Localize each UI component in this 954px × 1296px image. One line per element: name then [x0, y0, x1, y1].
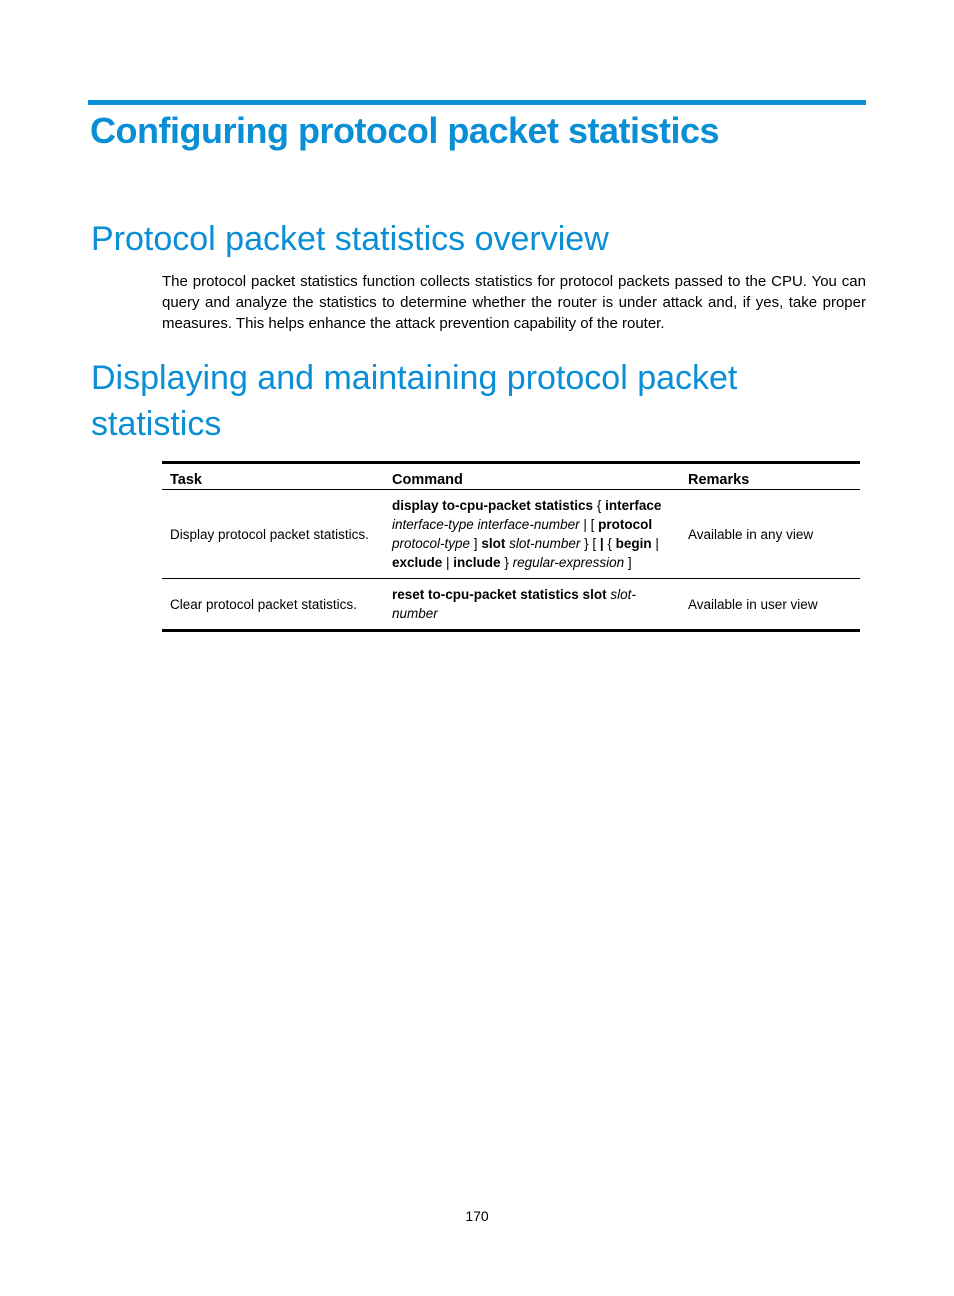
command-syntax: }: [500, 555, 513, 570]
command-keyword: begin: [615, 536, 652, 551]
command-argument: protocol-type: [392, 536, 471, 551]
command-syntax: | [: [579, 517, 599, 532]
command-keyword: |: [599, 536, 604, 551]
remarks-cell: Available in user view: [680, 579, 860, 631]
command-keyword: include: [453, 555, 501, 570]
command-syntax: {: [603, 536, 616, 551]
command-keyword: slot: [481, 536, 506, 551]
table-row: [162, 490, 860, 579]
command-syntax: |: [651, 536, 659, 551]
command-cell: [384, 579, 680, 631]
table-row: [162, 579, 860, 631]
command-keyword: protocol: [598, 517, 653, 532]
command-syntax: |: [442, 555, 454, 570]
command-syntax: {: [593, 498, 606, 513]
command-keyword: reset to-cpu-packet statistics slot: [392, 587, 607, 602]
header-remarks: Remarks: [680, 463, 860, 490]
command-syntax: } [: [580, 536, 600, 551]
task-cell: Clear protocol packet statistics.: [162, 579, 384, 631]
header-task: Task: [162, 463, 384, 490]
task-cell: Display protocol packet statistics.: [162, 490, 384, 579]
section-title-overview: Protocol packet statistics overview: [91, 220, 609, 258]
command-argument: interface-type interface-number: [392, 517, 580, 532]
command-keyword: display to-cpu-packet statistics: [392, 498, 594, 513]
remarks-cell: Available in any view: [680, 490, 860, 579]
page-number: 170: [465, 1208, 489, 1224]
command-argument: slot-number: [505, 536, 581, 551]
section-title-display-maintain: Displaying and maintaining protocol packet statistics: [91, 359, 738, 443]
command-argument: slot-number: [392, 587, 636, 621]
command-syntax: ]: [624, 555, 632, 570]
overview-paragraph: The protocol packet statistics function collects statistics for protocol packets passed to the CPU. You can query and analyze the statistics to determine whether the router is under attack and, if yes, take proper measures. This helps enhance the attack prevention capability of the router.: [162, 273, 866, 332]
command-keyword: interface: [605, 498, 662, 513]
chapter-top-rule: [88, 100, 866, 105]
command-cell: [384, 490, 680, 579]
table-header-row: [162, 463, 860, 490]
command-table: [162, 461, 860, 632]
header-command: Command: [384, 463, 680, 490]
command-argument: regular-expression: [512, 555, 625, 570]
command-keyword: exclude: [392, 555, 443, 570]
command-syntax: ]: [470, 536, 482, 551]
chapter-title: Configuring protocol packet statistics: [90, 110, 720, 151]
